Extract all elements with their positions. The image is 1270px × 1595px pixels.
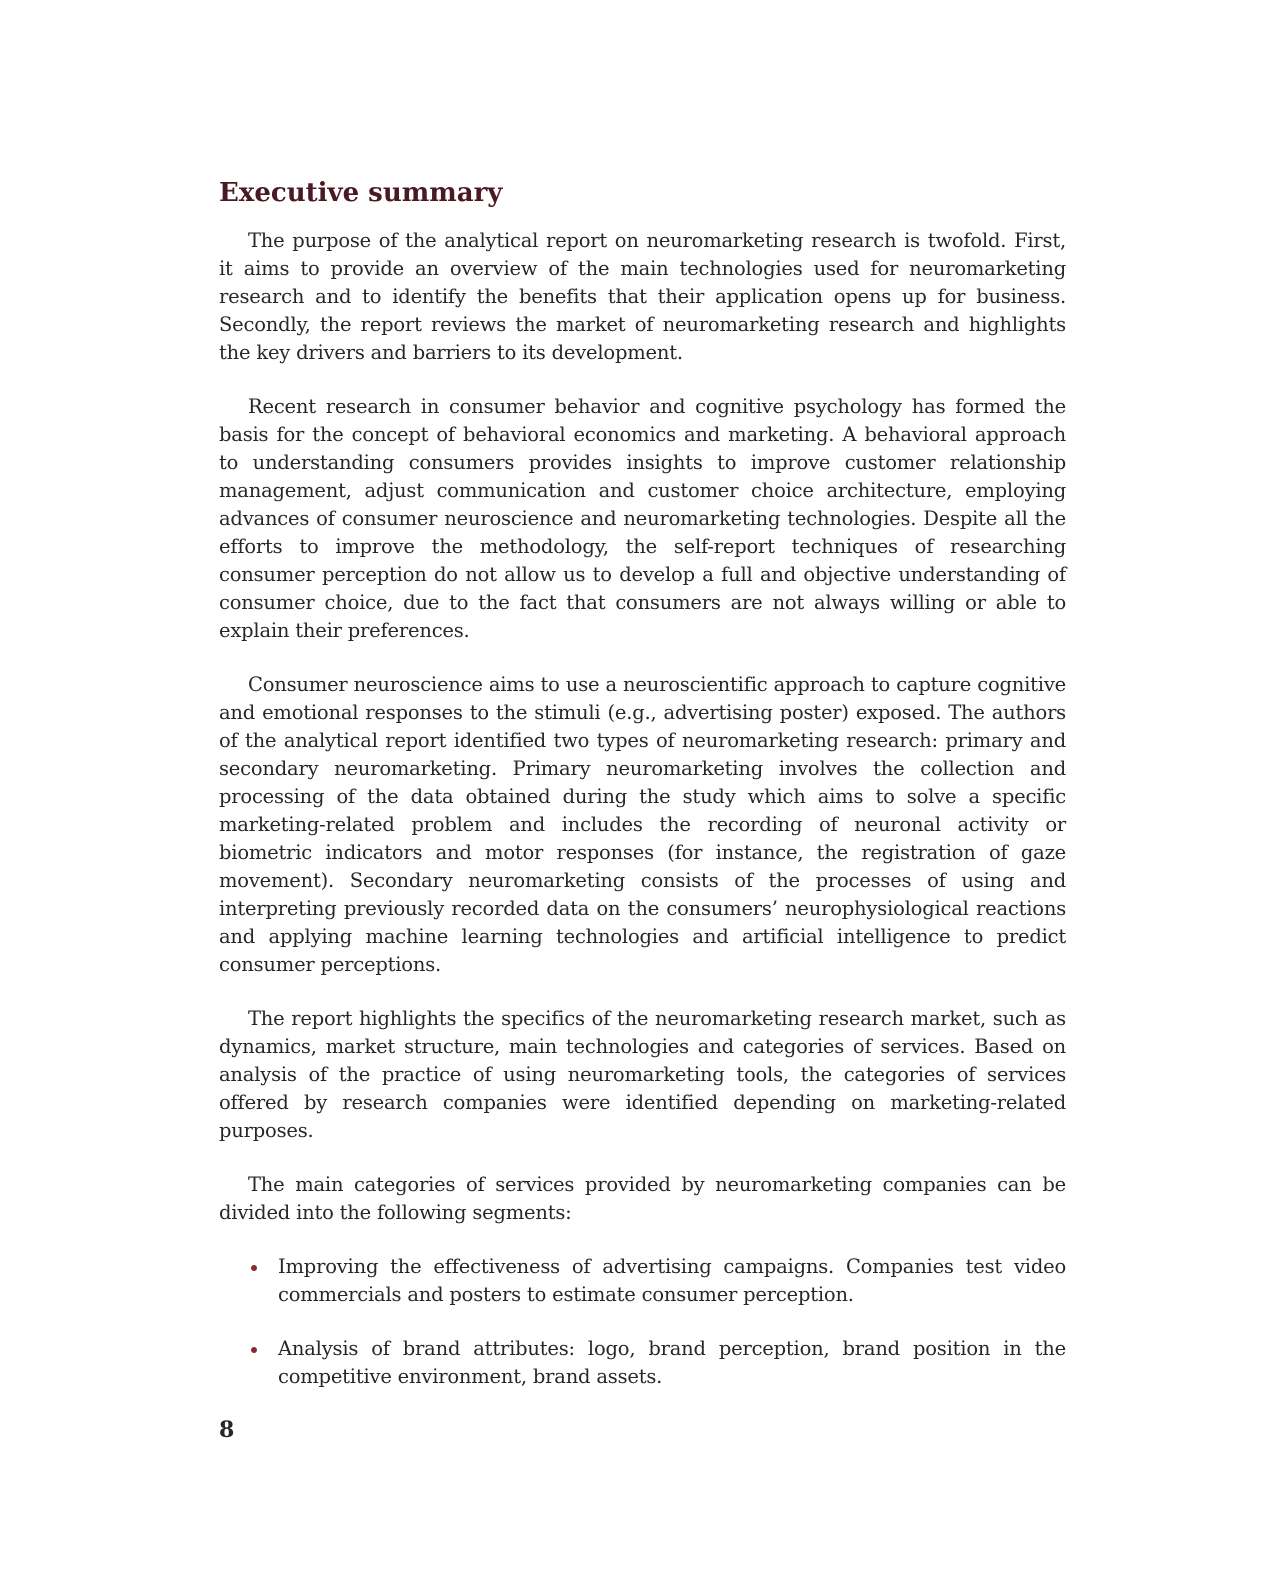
list-item xyxy=(219,1253,1066,1309)
paragraph-purpose: The purpose of the analytical report on neuromarketing research is twofold. First, it aims to provide an overview of the main technologies used for neuromarketing research and to identify the benefits that their application opens up for business. Secondly, the report reviews the market of neuromarketing research and highlights the key drivers and barriers to its development. xyxy=(219,229,1066,365)
service-segments-list xyxy=(219,1253,1066,1391)
list-item-text: Analysis of brand attributes: logo, brand perception, brand position in the competitive environment, brand assets. xyxy=(278,1337,1066,1389)
list-item xyxy=(219,1335,1066,1391)
paragraph-behavioral-research: Recent research in consumer behavior and cognitive psychology has formed the basis for the concept of behavioral economics and marketing. A behavioral approach to understanding consumers provides insights to improve customer relationship management, adjust communication and customer choice architecture, employing advances of consumer neuroscience and neuromarketing technologies. Despite all the efforts to improve the methodology, the self-report techniques of researching consumer perception do not allow us to develop a full and objective understanding of consumer choice, due to the fact that consumers are not always willing or able to explain their preferences. xyxy=(219,395,1066,643)
document-page xyxy=(219,178,1066,1417)
paragraph-market-specifics: The report highlights the specifics of the neuromarketing research market, such as dynamics, market structure, main technologies and categories of services. Based on analysis of the practice of using neuromarketing tools, the categories of services offered by research companies were identified depending on marketing-related purposes. xyxy=(219,1007,1066,1143)
list-item-text: Improving the effectiveness of advertising campaigns. Companies test video commercials and posters to estimate consumer perception. xyxy=(278,1255,1066,1307)
paragraph-service-categories: The main categories of services provided by neuromarketing companies can be divided into the following segments: xyxy=(219,1173,1066,1225)
bullet-icon xyxy=(251,1265,257,1271)
bullet-icon xyxy=(251,1347,257,1353)
paragraph-consumer-neuroscience: Consumer neuroscience aims to use a neuroscientific approach to capture cognitive and emotional responses to the stimuli (e.g., advertising poster) exposed. The authors of the analytical report identified two types of neuromarketing research: primary and secondary neuromarketing. Primary neuromarketing involves the collection and processing of the data obtained during the study which aims to solve a specific marketing-related problem and includes the recording of neuronal activity or biometric indicators and motor responses (for instance, the registration of gaze movement). Secondary neuromarketing consists of the processes of using and interpreting previously recorded data on the consumers’ neurophysiological reactions and applying machine learning technologies and artificial intelligence to predict consumer perceptions. xyxy=(219,673,1066,977)
page-number: 8 xyxy=(219,1417,235,1443)
section-heading: Executive summary xyxy=(219,178,503,208)
